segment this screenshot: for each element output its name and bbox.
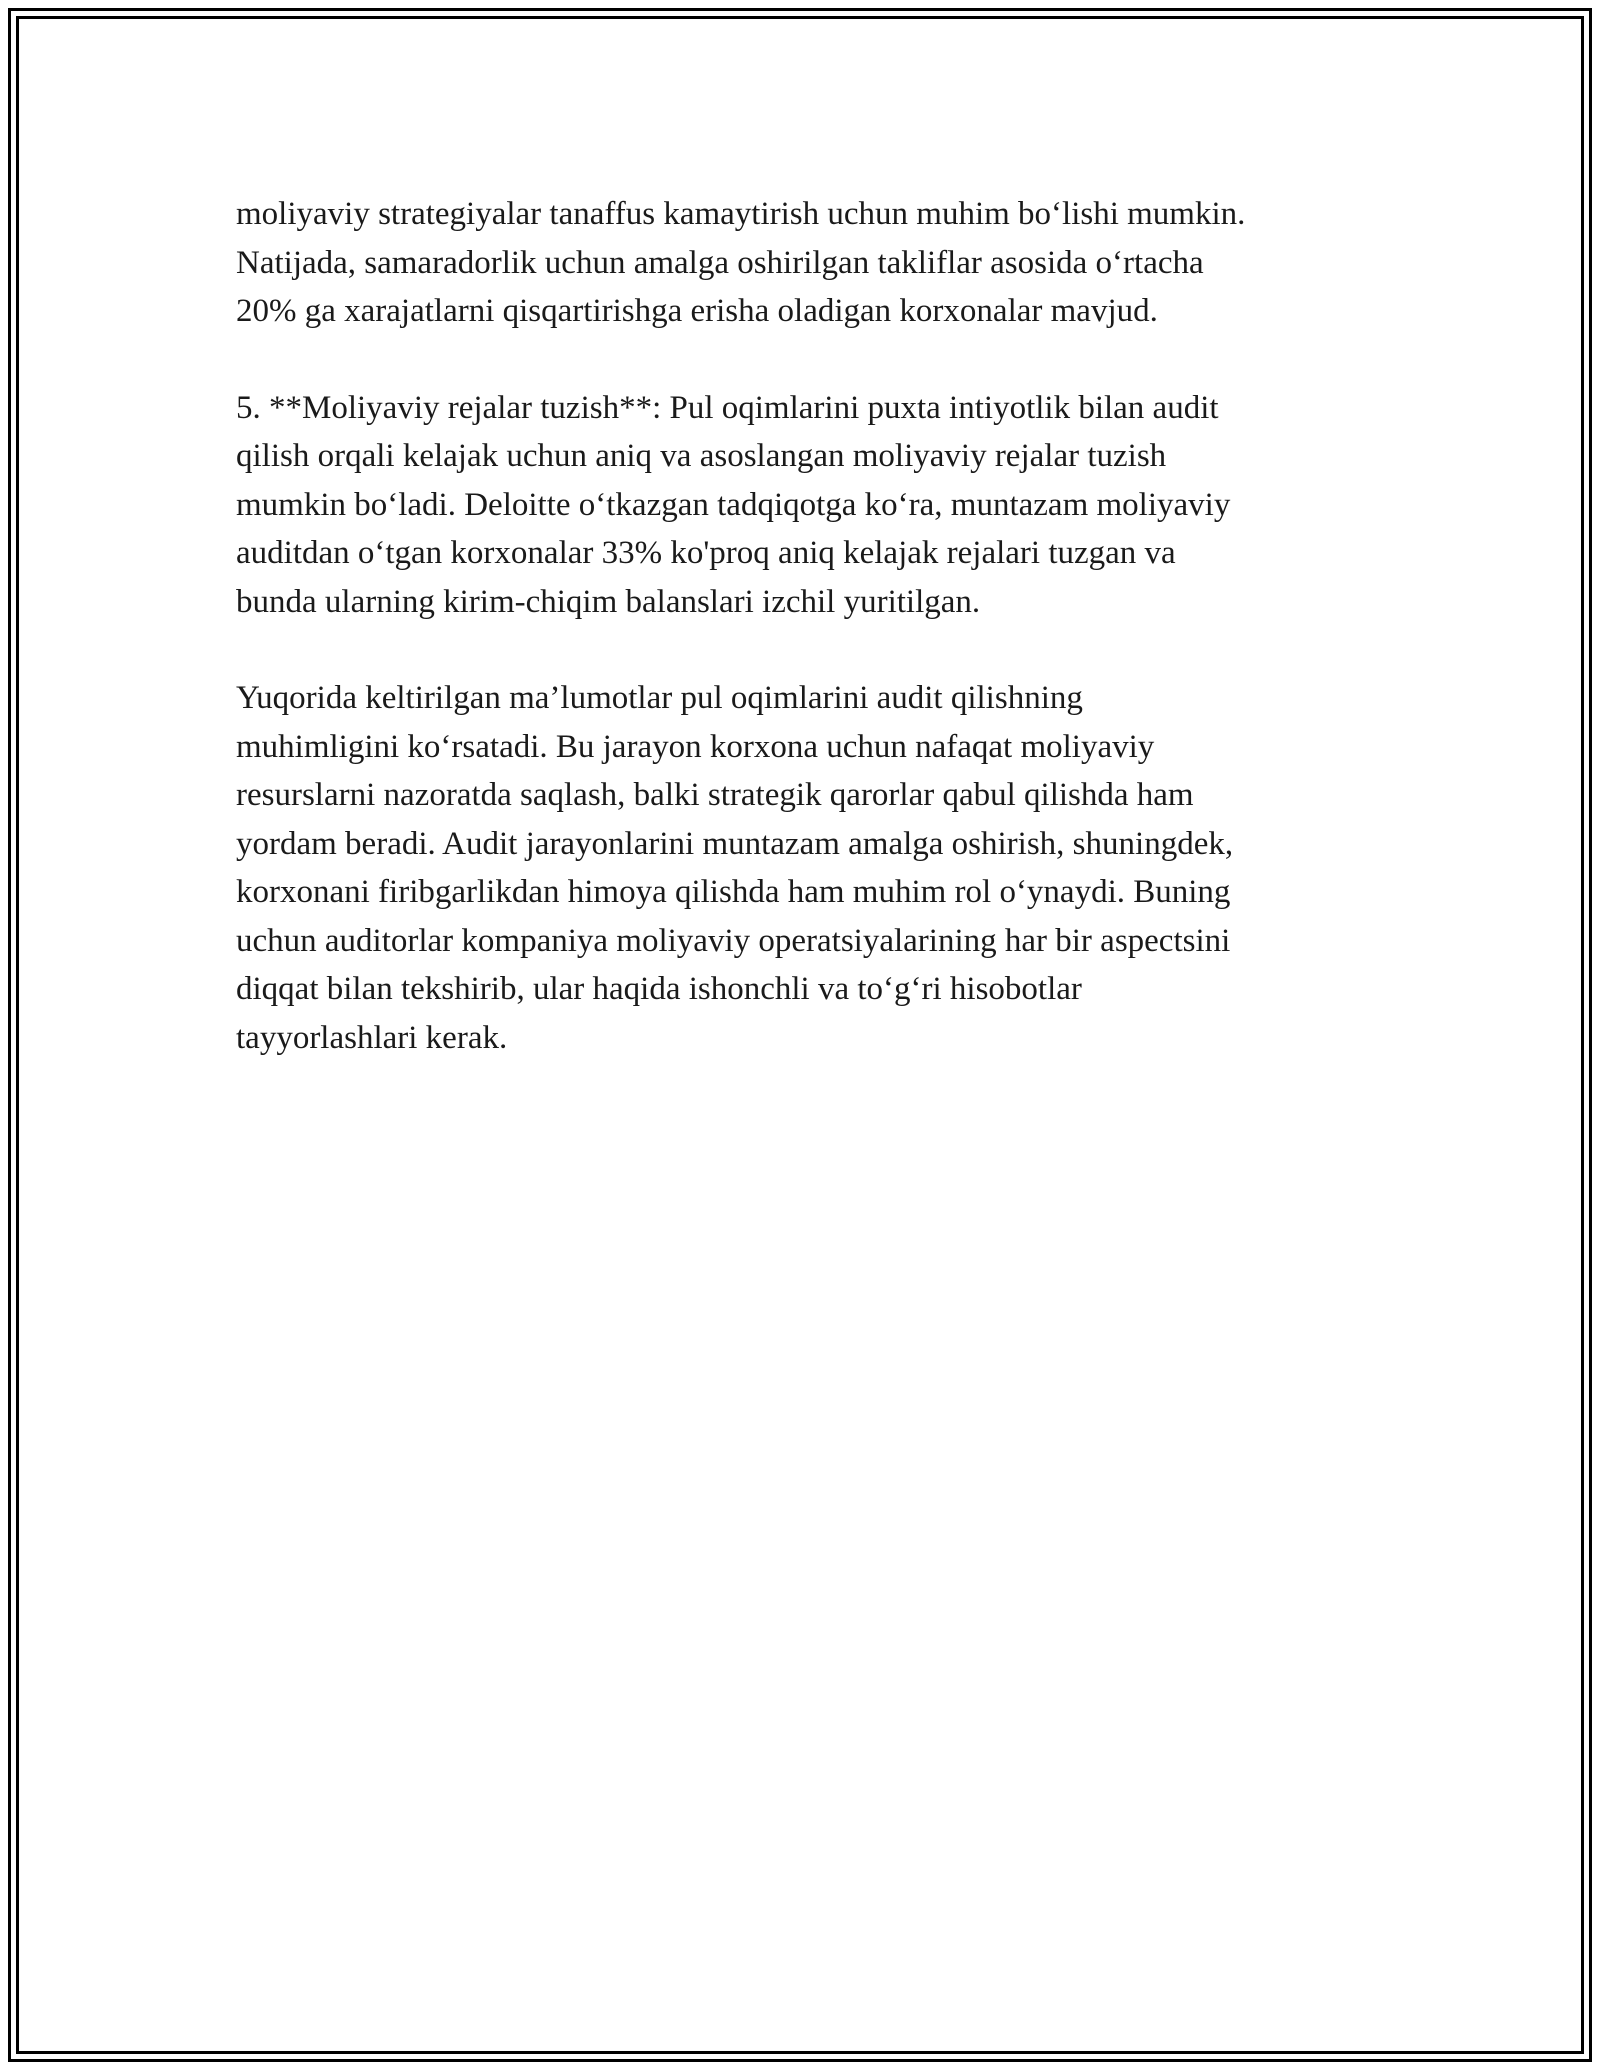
document-body [236,190,1366,1110]
paragraph-financial-planning: 5. **Moliyaviy rejalar tuzish**: Pul oqimlarini puxta intiyotlik bilan audit qilish orqali kelajak uchun aniq va asoslangan moliyaviy rejalar tuzish mumkin bo‘ladi. Deloitte o‘tkazgan tadqiqotga ko‘ra, muntazam moliyaviy auditdan o‘tgan korxonalar 33% ko'proq aniq kelajak rejalari tuzgan va bunda ularning kirim-chiqim balanslari izchil yuritilgan. [236,389,1231,620]
paragraph-conclusion: Yuqorida keltirilgan ma’lumotlar pul oqimlarini audit qilishning muhimligini ko‘rsatadi. Bu jarayon korxona uchun nafaqat moliyaviy resurslarni nazoratda saqlash, balki strategik qarorlar qabul qilishda ham yordam beradi. Audit jarayonlarini muntazam amalga oshirish, shuningdek, korxonani firibgarlikdan himoya qilishda ham muhim rol o‘ynaydi. Buning uchun auditorlar kompaniya moliyaviy operatsiyalarining har bir aspectsini diqqat bilan tekshirib, ular haqida ishonchli va to‘g‘ri hisobotlar tayyorlashlari kerak. [236,680,1234,1056]
paragraph-cost-reduction: moliyaviy strategiyalar tanaffus kamaytirish uchun muhim bo‘lishi mumkin. Natijada, samaradorlik uchun amalga oshirilgan takliflar asosida o‘rtacha 20% ga xarajatlarni qisqartirishga erisha oladigan korxonalar mavjud. [236,196,1246,329]
